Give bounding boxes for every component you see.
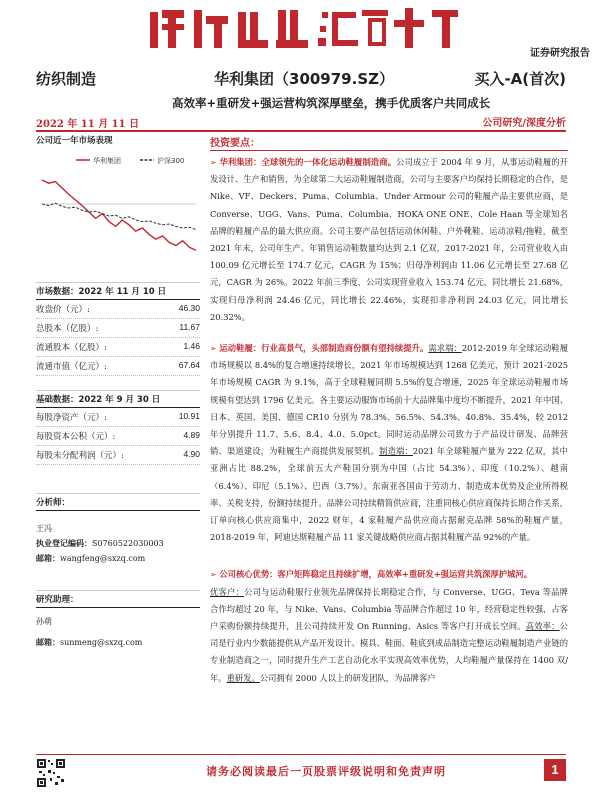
analyst-email-value[interactable]: wangfeng@sxzq.com bbox=[60, 554, 146, 563]
paragraph-text: 公司与运动鞋服行业领先品牌保持长期稳定合作，与 Converse、UGG、Teva 等品牌合作均超过 20 年，与 Nike、Vans、Columbia 等品牌合作超过 10 年，经营稳定性较强，占客户采购份额持续提升，且公司持续开发 On Running、Asics 等客户打开成长空间。 bbox=[210, 586, 568, 632]
market-label: 总股本（亿股）: bbox=[36, 324, 99, 334]
analyst-email bbox=[36, 549, 200, 564]
market-label: 流通市值（亿元）: bbox=[36, 362, 107, 372]
paragraph-text: 公司成立于 2004 年 9 月，从事运动鞋履的开发设计、生产和销售，为全球第二大运动鞋履制造商，公司与主要客户均保持长期稳定的合作，是 Nike、VF、Deckers、Puma、Columbia、Under Armour 公司的鞋履产品主要供应商，是 Converse、UGG、Vans、Puma、Columbia、HOKA ONE ONE、Cole Haan 等全球知名品牌的鞋履产品的最大供应商。公司主要产品包括运动休闲鞋、户外靴鞋、运动凉鞋/拖鞋，截至 2021 年末，公司年生产、年销售运动鞋数量均达到 2.1 亿双，2017-2021 年，公司营业收入由 100.09 亿元增长至 174.7 亿元，CAGR 为 15%；归母净利润由 11.06 亿元增长至 27.68 亿元，CAGR 为 26%。2022 年前三季度，公司实现营业收入 153.74 亿元，同比增长 21.68%，实现归母净利润 24.46 亿元，同比增长 22.46%，实现扣非净利润 24.03 亿元，同比增长 20.32%。 bbox=[210, 157, 568, 322]
series-line-0 bbox=[42, 180, 196, 250]
report-type: 公司研究/深度分析 bbox=[482, 118, 566, 129]
basic-label: 每股净资产（元）: bbox=[36, 413, 107, 423]
paragraph-keyword: 重研发。 bbox=[226, 672, 260, 683]
paragraph-keyword: 高效率： bbox=[525, 621, 560, 632]
basic-row bbox=[36, 408, 200, 427]
brand-logo-graphic bbox=[150, 6, 460, 52]
market-label: 收盘价（元）: bbox=[36, 305, 90, 315]
paragraph-keyword: 制造端： bbox=[379, 446, 413, 457]
paragraph-keyword: 需求端： bbox=[428, 343, 462, 354]
basic-label: 每股未分配利润（元）: bbox=[36, 451, 124, 461]
paragraph-industry bbox=[210, 340, 568, 546]
paragraph-lead: 华利集团：全球领先的一体化运动鞋履制造商。 bbox=[219, 157, 397, 167]
paragraph-text: 2021 年全球鞋履产量为 222 亿双，其中亚洲占比 88.2%，全球前五大产鞋国分别为中国（占比 54.3%）、印度（10.2%）、越南（6.4%）、印尼（5.1%）、巴西（3.7%）。东南亚各国由于劳动力、制造成本优势及企业所得税率、关税支持，份额持续提升。品牌公司持续精简供应商，注重同核心供应商保持长期合作关系，订单向核心供应商集中，2022 财年，4 家鞋履产品供应商占据耐克品牌 58%的鞋履产量，2018-2019 年，阿迪达斯鞋履产品 11 家关键战略供应商占据其鞋履产品 92%的产量。 bbox=[210, 446, 568, 543]
basic-value: 10.91 bbox=[178, 411, 200, 421]
analyst-email-label: 邮箱： bbox=[36, 553, 60, 563]
analyst-cert bbox=[36, 534, 200, 549]
chart-title: 公司近一年市场表现 bbox=[36, 136, 113, 146]
assistant-email-label: 邮箱： bbox=[36, 637, 60, 647]
basic-label: 每股资本公积（元）: bbox=[36, 432, 116, 442]
series-line-1 bbox=[42, 203, 196, 229]
title-row bbox=[36, 68, 566, 90]
assistant-email bbox=[36, 627, 200, 648]
page-number: 1 bbox=[544, 759, 566, 781]
arrow-bullet-icon: ➢ bbox=[210, 570, 217, 580]
basic-row bbox=[36, 427, 200, 446]
market-row bbox=[36, 338, 200, 357]
arrow-bullet-icon: ➢ bbox=[210, 158, 217, 167]
market-value: 1.46 bbox=[183, 341, 200, 351]
qr-code-icon bbox=[36, 758, 66, 788]
arrow-bullet-icon: ➢ bbox=[210, 344, 217, 354]
market-data-heading: 市场数据：2022 年 11 月 10 日 bbox=[36, 282, 200, 300]
qr-code-graphic bbox=[36, 758, 66, 788]
date-bar bbox=[36, 114, 566, 132]
paragraph-lead: 运动鞋履：行业高景气，头部制造商份额有望持续提升。 bbox=[219, 343, 429, 354]
paragraph-text: 公司是行业内少数能提供从产品开发设计、模具、鞋面、鞋底到成品制造完整运动鞋履制造产业链的专业制造商之一，同时提升生产工艺自动化水平实现高效率优势，人均鞋履产量保持在 1400 双/年。 bbox=[210, 621, 568, 683]
assistant-name: 孙萌 bbox=[36, 617, 52, 626]
market-row bbox=[36, 357, 200, 376]
investment-highlights-title: 投资要点： bbox=[210, 134, 568, 151]
report-category: 证券研究报告 bbox=[530, 48, 590, 59]
page-footer bbox=[36, 754, 566, 788]
rating-label: 买入-A(首次) bbox=[474, 70, 566, 88]
assistant-heading: 研究助理： bbox=[36, 590, 200, 608]
company-name: 华利集团（300979.SZ） bbox=[214, 70, 395, 88]
report-date: 2022 年 11 月 11 日 bbox=[36, 119, 140, 130]
chart-svg bbox=[36, 150, 200, 270]
paragraph-company-overview bbox=[210, 154, 568, 326]
report-headline: 高效率+重研发+强运营构筑深厚壁垒，携手优质客户共同成长 bbox=[172, 96, 491, 110]
paragraph-text: 2012-2019 年全球运动鞋履市场规模以 8.4%的复合增速持续增长，2021 年市场规模达到 1268 亿美元，预计 2021-2025 年市场规模 CAGR 为 9.1%，高于全球鞋履同期 5.5%的复合增速，2025 年全球运动鞋履市场规模有望达到 1796 亿美元。各主要运动服饰市场前十大品牌集中度均不断提升，2021 年中国、日本、英国、美国、德国 CR10 分别为 78.3%、56.5%、54.3%、40.8%、35.4%，较 2012 年分别提升 11.7、5.6、8.4、4.0、5.0pct。同时运动品牌公司致力于产品设计研发、品牌营销、渠道建设，为鞋履生产商提供发展契机。 bbox=[210, 343, 568, 457]
market-value: 67.64 bbox=[178, 360, 200, 370]
sidebar bbox=[36, 134, 200, 648]
legend-label: 华利集团 bbox=[93, 157, 121, 165]
legend-label: 沪深300 bbox=[157, 157, 185, 165]
analyst-cert-label: 执业登记编码： bbox=[36, 538, 92, 548]
analyst-heading: 分析师： bbox=[36, 493, 200, 511]
paragraph-lead: 公司核心优势：客户矩阵稳定且持续扩增，高效率+重研发+强运营共筑深厚护城河。 bbox=[219, 569, 532, 580]
industry-label: 纺织制造 bbox=[36, 70, 97, 88]
main-content bbox=[210, 134, 568, 687]
brand-logo bbox=[150, 6, 460, 60]
header-banner bbox=[0, 0, 600, 60]
market-row bbox=[36, 319, 200, 338]
market-value: 46.30 bbox=[178, 303, 200, 313]
market-performance-chart bbox=[36, 150, 200, 270]
paragraph-core-advantages bbox=[210, 566, 568, 686]
paragraph-keyword: 优客户： bbox=[210, 586, 245, 597]
basic-data-table bbox=[36, 408, 200, 465]
basic-data-heading: 基础数据：2022 年 9 月 30 日 bbox=[36, 390, 200, 408]
market-label: 流通股本（亿股）: bbox=[36, 343, 107, 353]
assistant-email-value[interactable]: sunmeng@sxzq.com bbox=[60, 638, 143, 647]
basic-row bbox=[36, 446, 200, 465]
analyst-cert-value: S0760522030003 bbox=[92, 539, 164, 548]
analyst-name: 王冯 bbox=[36, 524, 52, 533]
paragraph-text: 公司拥有 2000 人以上的研发团队，为品牌客户 bbox=[259, 672, 436, 683]
basic-value: 4.89 bbox=[183, 430, 200, 440]
market-value: 11.67 bbox=[179, 322, 200, 332]
market-row bbox=[36, 300, 200, 319]
disclaimer-text: 请务必阅读最后一页股票评级说明和免责声明 bbox=[206, 765, 446, 778]
basic-value: 4.90 bbox=[183, 449, 200, 459]
market-data-table bbox=[36, 300, 200, 376]
